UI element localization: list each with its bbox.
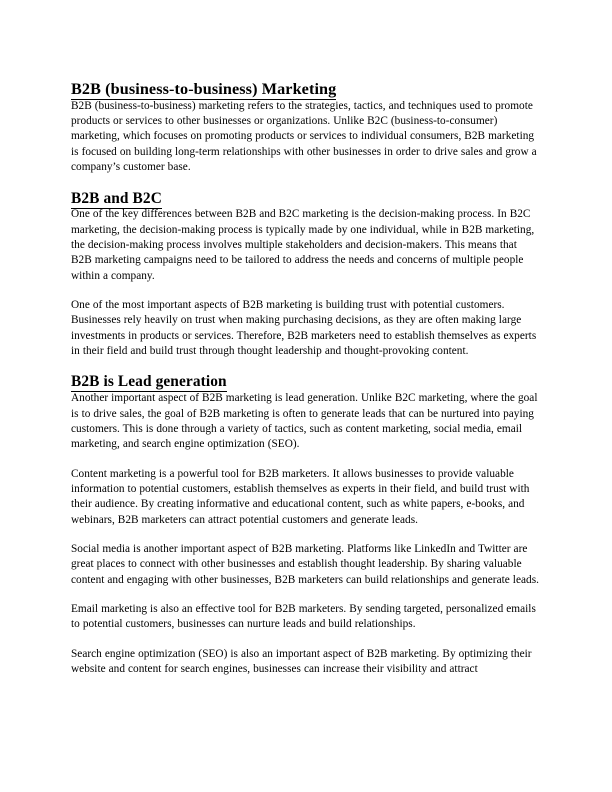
section-heading-b2b-is-lead-generation [71, 373, 540, 391]
paragraph: Search engine optimization (SEO) is also an important aspect of B2B marketing. By optimizing their website and content for search engines, businesses can increase their visibility and attract [71, 647, 532, 676]
paragraph: Social media is another important aspect of B2B marketing. Platforms like LinkedIn and Twitter are great places to connect with other businesses and establish thought leadership. By sharing valuable content and engaging with other businesses, B2B marketers can build relationships and generate leads. [71, 543, 539, 586]
section-heading-text: B2B is Lead generation [71, 373, 227, 391]
section-heading-text: B2B (business-to-business) Marketing [71, 80, 337, 98]
document-body [71, 71, 540, 677]
paragraph: One of the key differences between B2B and B2C marketing is the decision-making process. In B2C marketing, the decision-making process is typically made by one individual, while in B2B marketing, the decision-making process involves multiple stakeholders and decision-makers. This means that B2B marketing campaigns need to be tailored to address the needs and concerns of multiple people within a company. [71, 208, 535, 282]
section-heading-b2b-marketing [71, 80, 540, 99]
paragraph: Content marketing is a powerful tool for B2B marketers. It allows businesses to provide valuable information to potential customers, establish themselves as experts in their field, and build trust with their audience. By creating informative and educational content, such as white papers, e-books, and webinars, B2B marketers can attract potential customers and generate leads. [71, 467, 530, 526]
paragraph: Another important aspect of B2B marketing is lead generation. Unlike B2C marketing, where the goal is to drive sales, the goal of B2B marketing is often to generate leads that can be nurtured into paying customers. This is done through a variety of tactics, such as content marketing, social media, email marketing, and search engine optimization (SEO). [71, 392, 538, 451]
paragraph: Email marketing is also an effective tool for B2B marketers. By sending targeted, personalized emails to potential customers, businesses can nurture leads and build relationships. [71, 603, 536, 631]
paragraph: B2B (business-to-business) marketing refers to the strategies, tactics, and techniques used to promote products or services to other businesses or organizations. Unlike B2C (business-to-consumer) marketing, which focuses on promoting products or services to individual consumers, B2B marketing is focused on building long-term relationships with other businesses in order to drive sales and grow a company’s customer base. [71, 99, 537, 174]
paragraph: One of the most important aspects of B2B marketing is building trust with potential customers. Businesses rely heavily on trust when making purchasing decisions, as they are often making large investments in products or services. Therefore, B2B marketers need to establish themselves as experts in their field and build trust through thought leadership and thought-provoking content. [71, 299, 537, 358]
section-heading-text: B2B and B2C [71, 189, 162, 207]
section-heading-b2b-and-b2c [71, 190, 540, 208]
